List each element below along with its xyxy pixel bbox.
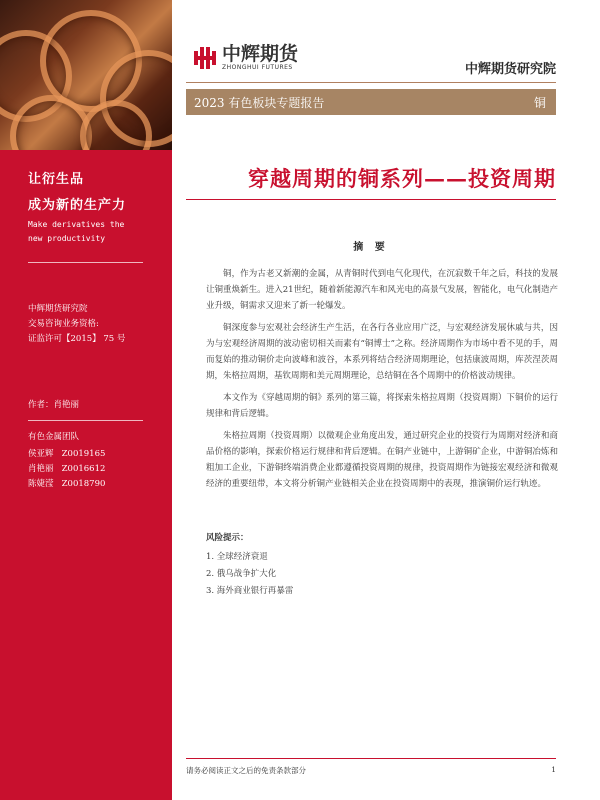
paragraph: 本文作为《穿越周期的铜》系列的第三篇，将探索朱格拉周期（投资周期）下铜价的运行规律和背后逻辑。: [206, 393, 558, 419]
license-line1: 中辉期货研究院: [28, 304, 88, 314]
company-logo: [194, 44, 298, 71]
paragraph: 朱格拉周期（投资周期）以微观企业角度出发，通过研究企业的投资行为周期对经济和商品价格的影响，探索价格运行规律和背后逻辑。在铜产业链中，上游铜矿企业，中游铜冶炼和粗加工企业，下游铜终端消费企业都遵循投资周期的规律，投资周期作为链接宏观经济和微观经济的重要纽带，本文将分析铜产业链相关企业在投资周期中的表现，推演铜价运行轨迹。: [206, 431, 558, 489]
paragraph: 铜深度参与宏观社会经济生产生活，在各行各业应用广泛，与宏观经济发展休戚与共，因为与宏观经济周期的波动密切相关而素有“铜博士”之称。经济周期作为市场中看不见的手，周而复始的推动铜价走向波峰和波谷，本系列将结合经济周期理论，包括康波周期，库茨涅茨周期，朱格拉周期，基钦周期和美元周期理论，总结铜在各个周期中的价格波动规律。: [206, 323, 558, 381]
license-line3: 证监许可【2015】 75 号: [28, 334, 126, 344]
team-member: 陈婕滢 Z0018790: [28, 479, 106, 489]
footer-disclaimer: 请务必阅读正文之后的免责条款部分: [186, 766, 306, 775]
banner-commodity: 铜: [533, 96, 546, 110]
team-member: 肖艳丽 Z0016612: [28, 464, 106, 474]
banner-report-type: 2023 有色板块专题报告: [194, 96, 325, 110]
risk-title: 风险提示：: [206, 533, 249, 543]
header-rule: [186, 82, 556, 83]
team-title: 有色金属团队: [28, 432, 80, 442]
risk-item: 3. 海外商业银行再暴雷: [206, 586, 294, 596]
slogan-english: [28, 218, 124, 246]
sidebar-divider: [28, 420, 143, 421]
logo-cn: 中辉期货: [222, 43, 299, 65]
paragraph: 铜，作为古老又新潮的金属，从青铜时代到电气化现代，在沉寂数千年之后，科技的发展让铜重焕新生。进入21世纪，随着新能源汽车和风光电的高景气发展，智能化，电气化制造产业升级，铜需求又迎来了新一轮爆发。: [206, 269, 558, 311]
sidebar: [0, 0, 172, 800]
sidebar-divider: [28, 262, 143, 263]
copper-coils-photo: [0, 0, 172, 150]
abstract-body: [206, 266, 558, 498]
risk-item: 2. 俄乌战争扩大化: [206, 569, 277, 579]
slogan-line2: 成为新的生产力: [28, 198, 127, 213]
footer-rule: [186, 758, 556, 759]
team-list: [28, 447, 105, 492]
report-title: 穿越周期的铜系列——投资周期: [248, 166, 556, 191]
author: 作者：肖艳丽: [28, 400, 80, 410]
logo-mark-icon: [194, 47, 216, 69]
license-info: [28, 302, 125, 347]
page-number: 1: [551, 765, 556, 774]
logo-en: ZHONGHUI FUTURES: [222, 64, 293, 71]
abstract-heading: 摘 要: [353, 242, 389, 253]
team-member: 侯亚辉 Z0019165: [28, 449, 106, 459]
license-line2: 交易咨询业务资格:: [28, 319, 99, 329]
report-banner: [186, 89, 556, 115]
risk-item: 1. 全球经济衰退: [206, 552, 268, 562]
risk-section: [206, 530, 293, 600]
institute-name: 中辉期货研究院: [464, 62, 556, 77]
slogan-en-line2: new productivity: [28, 234, 106, 243]
title-rule: [186, 199, 556, 200]
slogan-line1: 让衍生品: [28, 172, 85, 187]
slogan-en-line1: Make derivatives the: [28, 220, 125, 229]
risk-list: [206, 549, 293, 600]
